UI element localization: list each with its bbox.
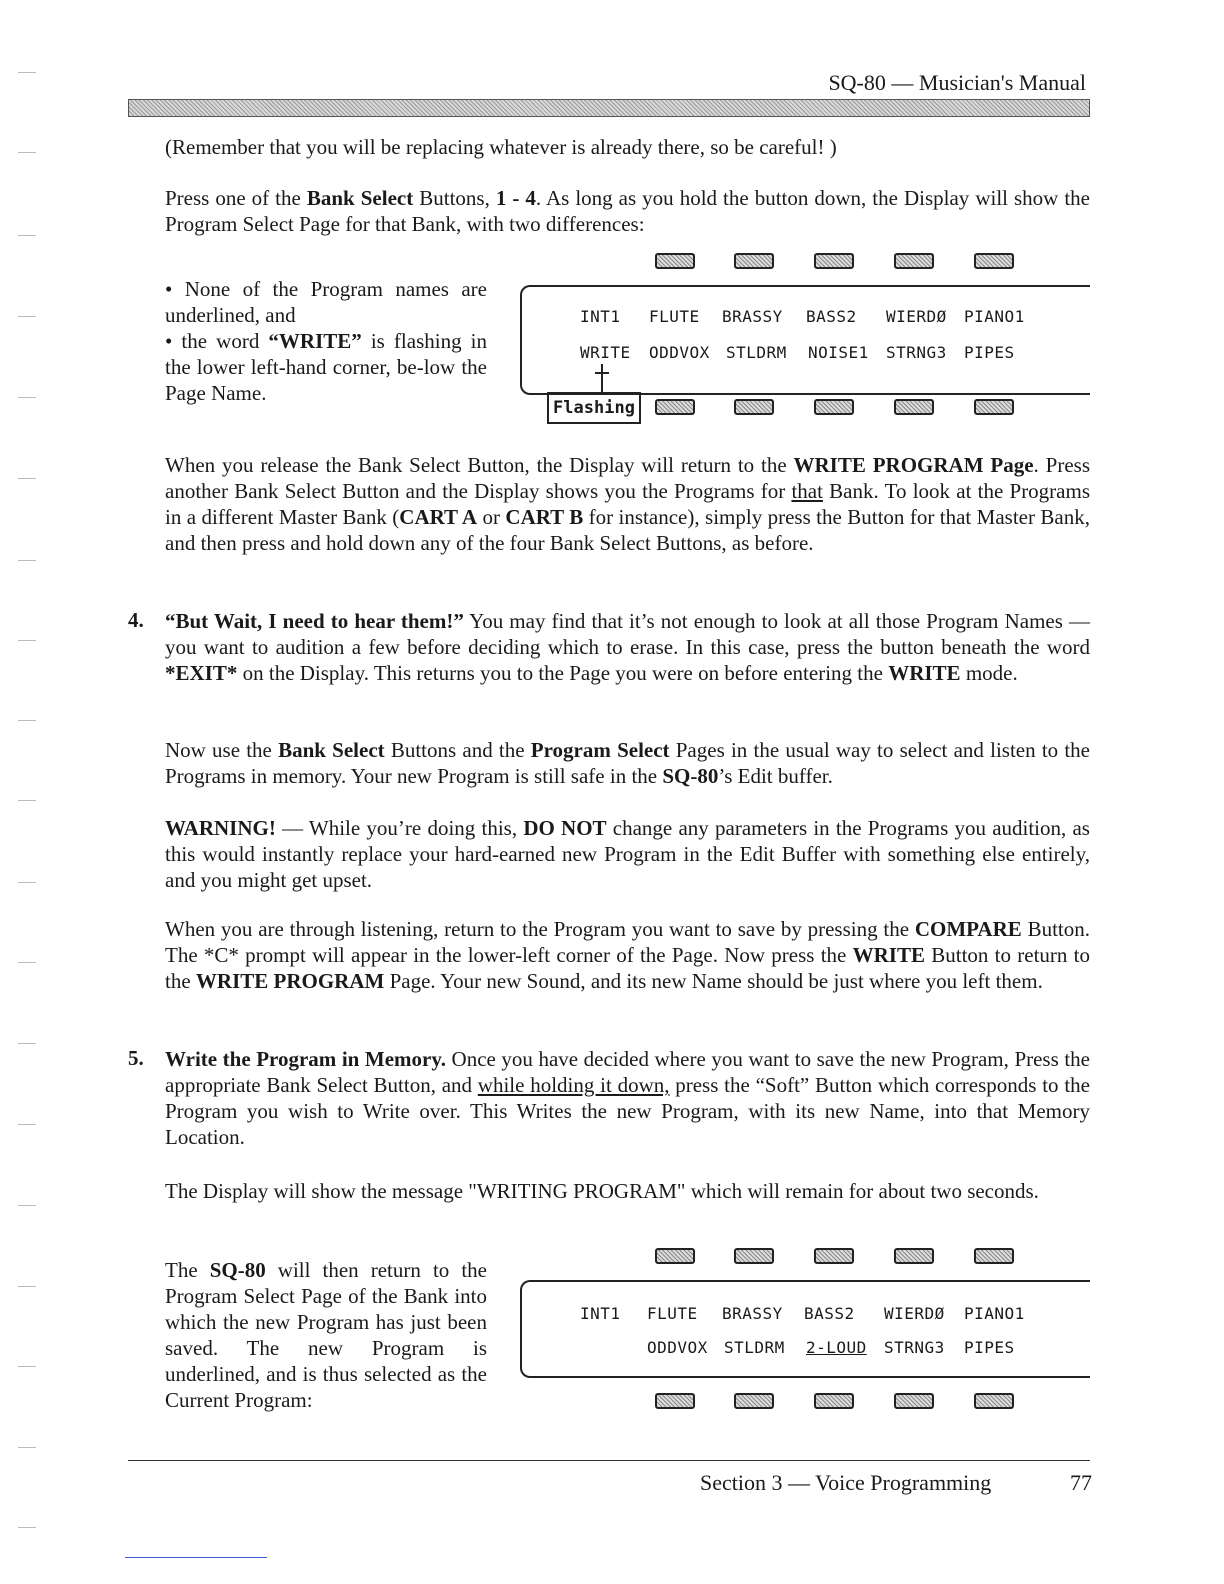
lcd-program-name: STLDRM [726,343,787,362]
lcd-program-name: NOISE1 [808,343,869,362]
page-header-title: SQ-80 — Musician's Manual [828,70,1086,95]
lcd-program-name: PIPES [964,343,1015,362]
soft-button [655,399,695,415]
lcd-program-name: WIERDØ [886,307,947,326]
paragraph-remember: (Remember that you will be replacing whatever is already there, so be careful! ) [165,135,837,159]
lcd-program-name: FLUTE [649,307,700,326]
soft-button [894,1248,934,1264]
lcd-program-name: BRASSY [722,307,783,326]
lcd-program-name: BASS2 [804,1304,855,1323]
flash-pointer-cap [595,372,609,374]
lcd-program-name: INT1 [580,307,621,326]
flash-pointer-line [601,364,603,392]
paragraph-warning: WARNING! — While you’re doing this, DO NOT change any parameters in the Programs you audition, as this would instantly replace your hard-earned new Program in the Edit Buffer with something else entirely, and you might get upset. [165,816,1090,892]
lcd-program-name: PIANO1 [964,307,1025,326]
soft-button [814,399,854,415]
lcd-program-name: STRNG3 [884,1338,945,1357]
lcd-program-name: BASS2 [806,307,857,326]
soft-button [974,253,1014,269]
soft-button [655,1248,695,1264]
soft-button [655,253,695,269]
paragraph-press-bank: Press one of the Bank Select Buttons, 1 - 4. As long as you hold the button down, the Display will show the Program Select Page for that Bank, with two differences: [165,186,1090,236]
soft-button [894,399,934,415]
lcd-program-name: FLUTE [647,1304,698,1323]
paragraph-now-use: Now use the Bank Select Buttons and the Program Select Pages in the usual way to select and listen to the Programs in memory. Your new Program is still safe in the SQ-80’s Edit buffer. [165,738,1091,788]
soft-button [974,399,1014,415]
soft-button [734,399,774,415]
list-number-5: 5. [128,1046,144,1070]
lcd-program-name: WIERDØ [884,1304,945,1323]
lcd-program-name: PIPES [964,1338,1015,1357]
soft-button [734,253,774,269]
soft-button [814,1393,854,1409]
side-note-return: The SQ-80 will then return to the Program Select Page of the Bank into which the new Program has just been saved. The new Program is underlined, and is thus selected as the Current Program: [165,1258,487,1412]
lcd-program-name: ODDVOX [647,1338,708,1357]
soft-button [734,1393,774,1409]
lcd-program-name: BRASSY [722,1304,783,1323]
soft-button [894,253,934,269]
lcd-program-name: PIANO1 [964,1304,1025,1323]
flashing-label: Flashing [547,392,641,424]
soft-button [814,253,854,269]
soft-button [655,1393,695,1409]
soft-button [974,1248,1014,1264]
side-note-differences: • None of the Program names are underlined, and • the word “WRITE” is flashing in the lower left-hand corner, be-low the Page Name. [165,277,487,405]
paragraph-item-4: “But Wait, I need to hear them!” You may find that it’s not enough to look at all those Program Names — you want to audition a few before deciding which to erase. In this case, press the button beneath the word *EXIT* on the Display. This returns you to the Page you were on before entering the WRITE mode. [165,609,1090,685]
page-number: 77 [1070,1470,1092,1495]
footer-rule [128,1460,1090,1461]
lcd-program-name: ODDVOX [649,343,710,362]
soft-button [974,1393,1014,1409]
header-band [128,99,1090,117]
bottom-edge-mark [125,1557,267,1558]
lcd-program-name: STLDRM [724,1338,785,1357]
soft-button [734,1248,774,1264]
list-number-4: 4. [128,608,144,632]
footer-section-title: Section 3 — Voice Programming [700,1470,992,1495]
paragraph-writing-message: The Display will show the message "WRITING PROGRAM" which will remain for about two seconds. [165,1179,1039,1203]
paragraph-item-5: Write the Program in Memory. Once you have decided where you want to save the new Program, Press the appropriate Bank Select Button, and while holding it down, press the “Soft” Button which corresponds to the Program you wish to Write over. This Writes the new Program, with its new Name, into that Memory Location. [165,1047,1090,1149]
lcd-display [520,285,1090,395]
lcd-program-name: INT1 [580,1304,621,1323]
lcd-current-program: 2-LOUD [806,1338,867,1357]
soft-button [814,1248,854,1264]
soft-button [894,1393,934,1409]
paragraph-through-listening: When you are through listening, return to the Program you want to save by pressing the COMPARE Button. The *C* prompt will appear in the lower-left corner of the Page. Now press the WRITE Button to return to the WRITE PROGRAM Page. Your new Sound, and its new Name should be just where you left them. [165,917,1090,993]
paragraph-release: When you release the Bank Select Button, the Display will return to the WRITE PROGRAM Page. Press another Bank Select Button and the Display shows you the Programs for that Bank. To look at the Programs in a different Master Bank (CART A or CART B for instance), simply press the Button for that Master Bank, and then press and hold down any of the four Bank Select Buttons, as before. [165,453,1091,555]
lcd-display [520,1280,1090,1378]
lcd-write-label: WRITE [580,343,631,362]
lcd-program-name: STRNG3 [886,343,947,362]
